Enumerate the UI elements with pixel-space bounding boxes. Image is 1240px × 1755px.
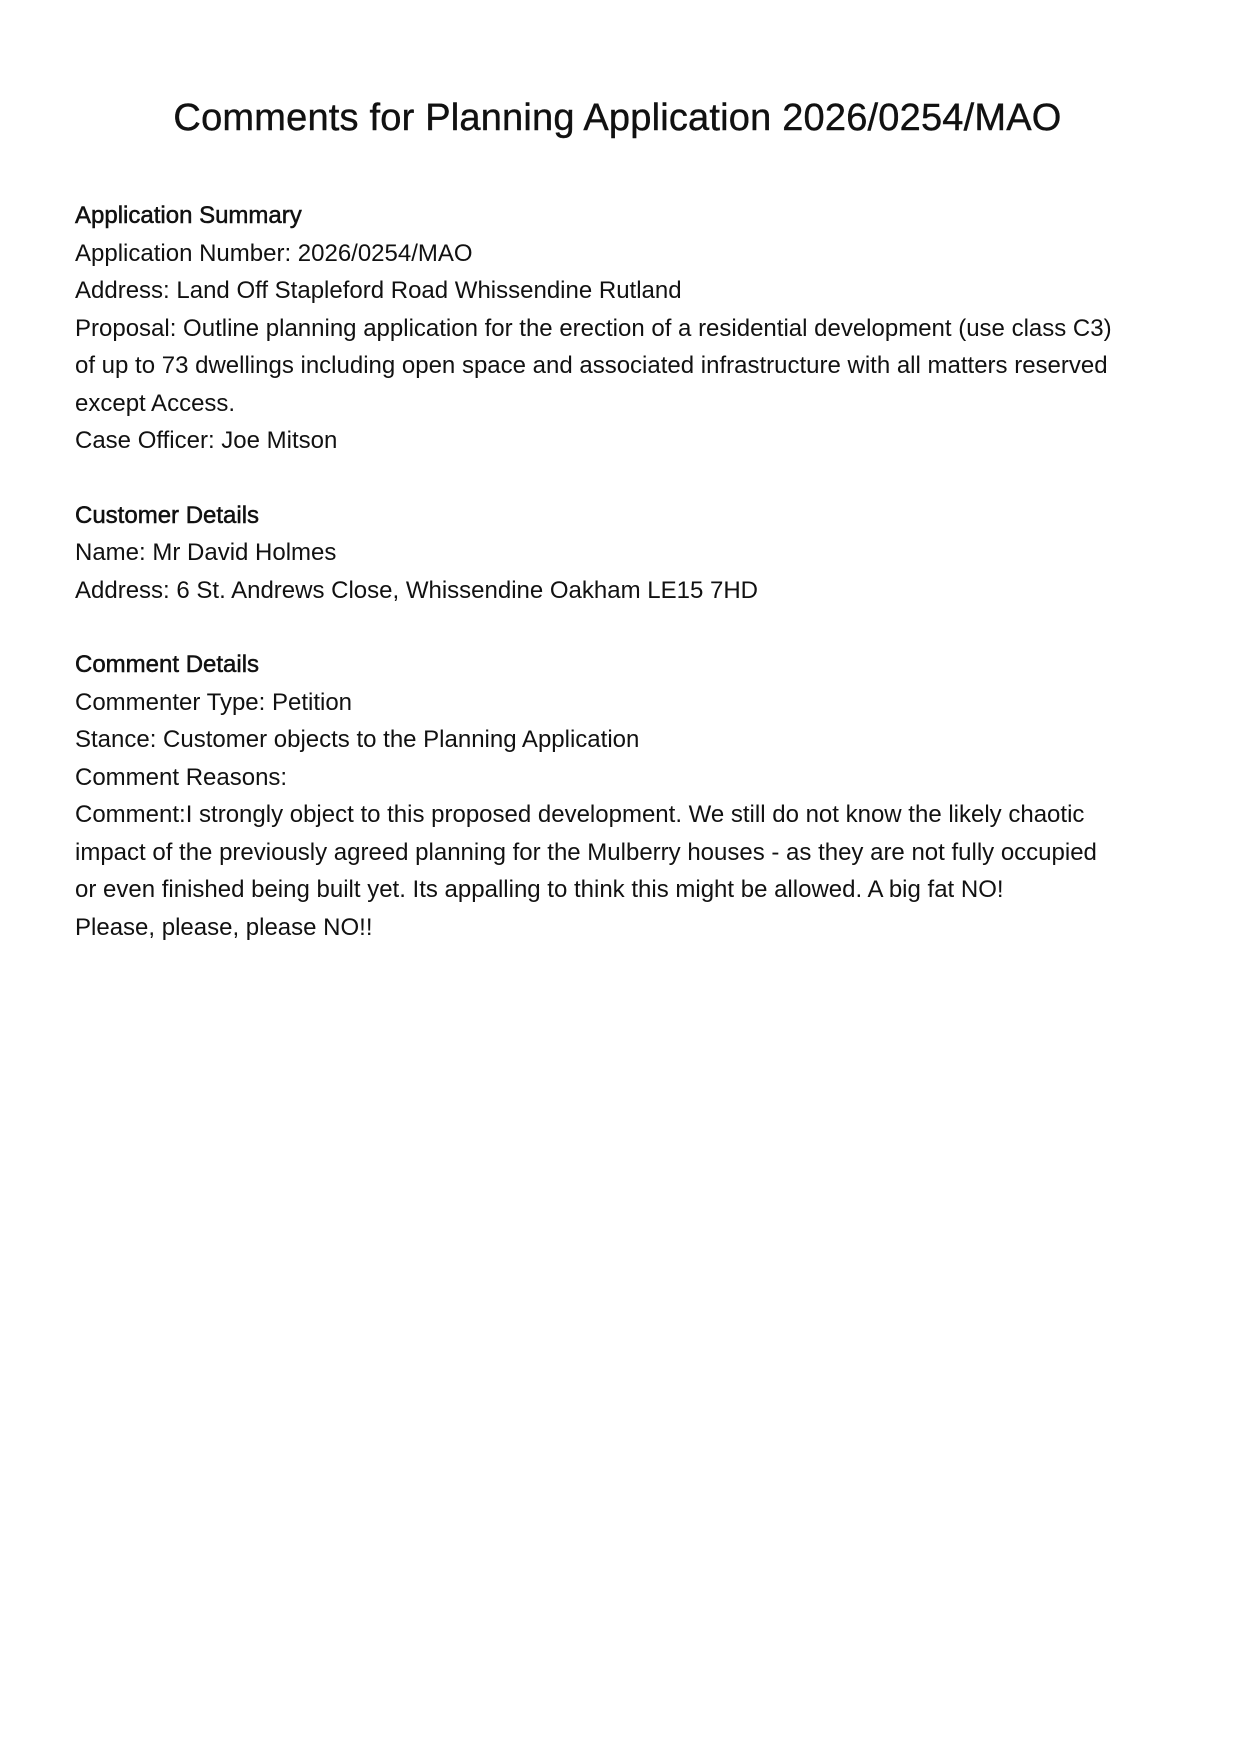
application-address: Address: Land Off Stapleford Road Whissendine Rutland	[75, 277, 682, 304]
customer-address: Address: 6 St. Andrews Close, Whissendine Oakham LE15 7HD	[75, 576, 758, 604]
application-summary-section	[75, 197, 1160, 460]
application-number: Application Number: 2026/0254/MAO	[75, 239, 473, 267]
comment-line: Please, please, please NO!!	[75, 913, 373, 941]
document-title: Comments for Planning Application 2026/0254/MAO	[173, 97, 1062, 139]
commenter-type: Commenter Type: Petition	[75, 688, 353, 716]
proposal-line: Proposal: Outline planning application for the erection of a residential development (use class C3)	[75, 314, 1112, 342]
customer-details-section	[75, 497, 1160, 610]
comment-line: Comment:I strongly object to this proposed development. We still do not know the likely chaotic	[75, 801, 1085, 828]
customer-details-heading: Customer Details	[75, 501, 260, 529]
comment-reasons: Comment Reasons:	[75, 763, 288, 791]
proposal-line: except Access.	[75, 389, 236, 417]
application-summary-heading: Application Summary	[75, 202, 302, 229]
proposal-text	[75, 310, 1160, 423]
comment-line: impact of the previously agreed planning for the Mulberry houses - as they are not fully occupied	[75, 838, 1097, 866]
case-officer: Case Officer: Joe Mitson	[75, 427, 338, 454]
stance: Stance: Customer objects to the Planning Application	[75, 726, 640, 753]
comment-details-section	[75, 646, 1160, 946]
comment-line: or even finished being built yet. Its appalling to think this might be allowed. A big fat NO!	[75, 876, 1004, 903]
comment-text	[75, 796, 1160, 946]
comment-details-heading: Comment Details	[75, 651, 260, 678]
customer-name: Name: Mr David Holmes	[75, 539, 337, 566]
proposal-line: of up to 73 dwellings including open space and associated infrastructure with all matters reserved	[75, 352, 1108, 379]
